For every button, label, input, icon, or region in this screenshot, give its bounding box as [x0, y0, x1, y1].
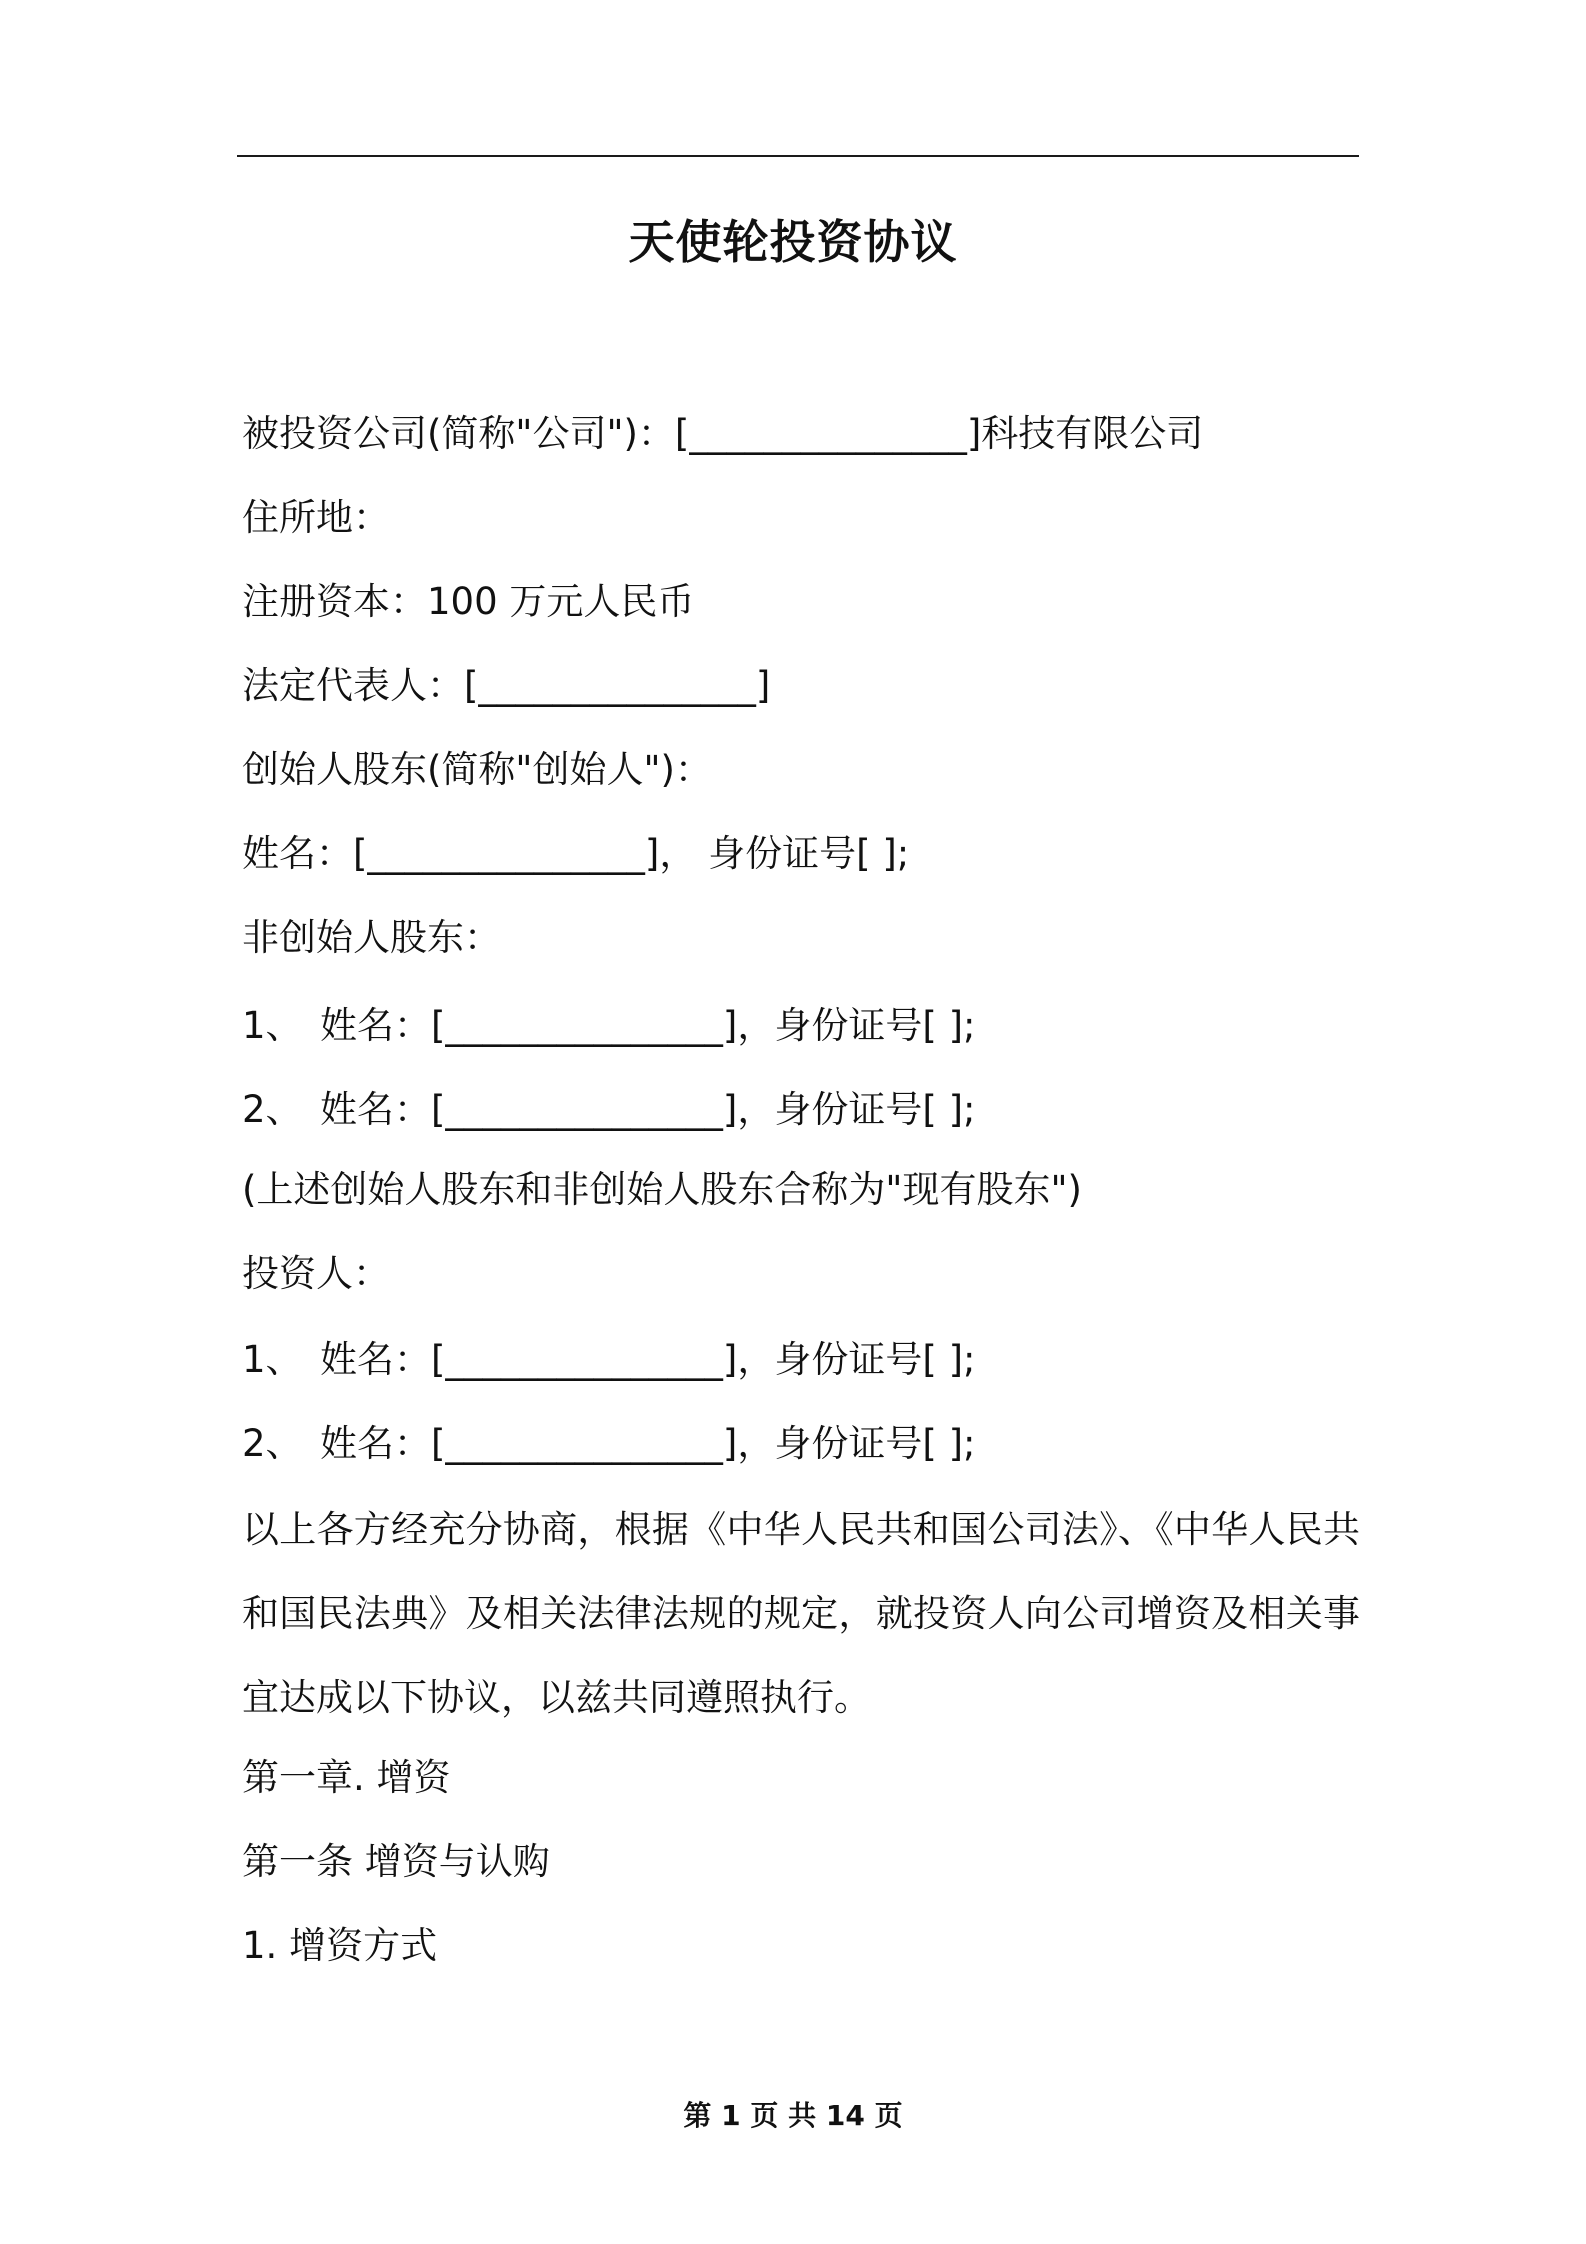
article-heading: 第一条 增资与认购 — [242, 1840, 550, 1883]
list-number: 2、 — [242, 1088, 303, 1131]
list-number: 1、 — [242, 1338, 303, 1381]
list-item-text: 姓名：[_______________]，身份证号[ ]; — [320, 1004, 976, 1047]
list-number: 1、 — [242, 1004, 303, 1047]
page-footer: 第 1 页 共 14 页 — [683, 2099, 903, 2132]
non-founder-heading: 非创始人股东： — [242, 916, 501, 959]
chapter-heading: 第一章. 增资 — [242, 1756, 451, 1799]
capital-line: 注册资本：100 万元人民币 — [242, 580, 695, 623]
header-rule — [237, 155, 1359, 157]
list-number: 2、 — [242, 1422, 303, 1465]
section-item: 1. 增资方式 — [242, 1924, 438, 1967]
company-line: 被投资公司(简称"公司")：[_______________]科技有限公司 — [242, 412, 1204, 455]
investor-item-2 — [242, 1418, 1360, 1470]
list-item-text: 姓名：[_______________]，身份证号[ ]; — [320, 1338, 976, 1381]
list-item-text: 姓名：[_______________]，身份证号[ ]; — [320, 1088, 976, 1131]
non-founder-item-2 — [242, 1084, 1360, 1136]
investor-heading: 投资人： — [242, 1252, 390, 1295]
list-item-text: 姓名：[_______________]，身份证号[ ]; — [320, 1422, 976, 1465]
document-title: 天使轮投资协议 — [628, 215, 958, 269]
address-line: 住所地： — [242, 496, 390, 539]
non-founder-item-1 — [242, 1000, 1360, 1052]
founder-name-line: 姓名：[_______________]， 身份证号[ ]; — [242, 832, 910, 875]
existing-shareholders-note: (上述创始人股东和非创始人股东合称为"现有股东") — [242, 1168, 1082, 1211]
founder-heading: 创始人股东(简称"创始人")： — [242, 748, 712, 791]
legal-representative-line: 法定代表人：[_______________] — [242, 664, 771, 707]
investor-item-1 — [242, 1334, 1360, 1386]
preamble-paragraph: 以上各方经充分协商，根据《中华人民共和国公司法》、《中华人民共和国民法典》及相关法律法规的规定，就投资人向公司增资及相关事宜达成以下协议，以兹共同遵照执行。 — [242, 1508, 1360, 1719]
